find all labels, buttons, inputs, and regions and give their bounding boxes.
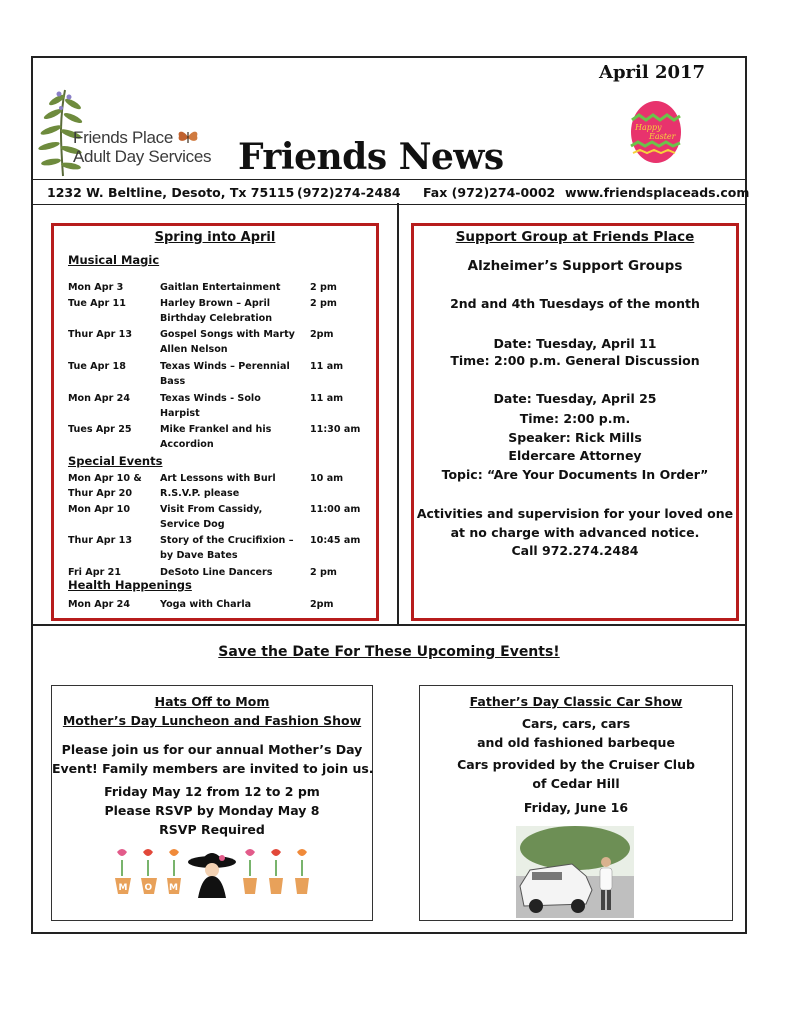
logo-text [73, 128, 211, 166]
event-name [160, 471, 308, 501]
column-divider [397, 203, 399, 625]
date-line: Mon Apr 10 & [68, 473, 142, 484]
event-date: Thur Apr 13 [68, 329, 132, 340]
event-name [160, 422, 308, 452]
event-name [160, 359, 308, 389]
date-line: Thur Apr 20 [68, 488, 132, 499]
event-time: 11 am [310, 393, 344, 404]
flowerpot-icon [295, 849, 309, 894]
flowerpot-icon [269, 849, 283, 894]
contact-bar [33, 179, 750, 205]
event-time: 2 pm [310, 567, 337, 578]
event-line: Story of the Crucifixion – [160, 535, 294, 546]
event-time: 2 pm [310, 298, 337, 309]
mom-when: Friday May 12 from 12 to 2 pm [104, 784, 320, 799]
event-name [160, 502, 308, 532]
pot-letter: M [169, 883, 178, 893]
event-date: Tue Apr 11 [68, 298, 126, 309]
dad-line-4: of Cedar Hill [532, 776, 620, 791]
flowerpot-icon [141, 849, 157, 894]
event-line: by Dave Bates [160, 550, 238, 561]
support-time-1: Time: 2:00 p.m. General Discussion [450, 353, 700, 368]
event-name [160, 327, 308, 357]
mom-body-1: Please join us for our annual Mother’s Day [61, 742, 363, 757]
friends-place-logo [35, 86, 225, 178]
support-date-1: Date: Tuesday, April 11 [493, 336, 657, 351]
event-line: Accordion [160, 439, 214, 450]
support-group-box [411, 223, 739, 621]
dad-when: Friday, June 16 [523, 800, 629, 815]
mom-title: Hats Off to Mom [154, 694, 270, 709]
dad-line-3: Cars provided by the Cruiser Club [457, 757, 695, 772]
pot-letter: O [144, 883, 153, 893]
dad-title: Father’s Day Classic Car Show [469, 694, 683, 709]
mom-flowerpots-illustration [112, 846, 312, 898]
event-line: Bass [160, 376, 186, 387]
flowerpot-icon [243, 849, 257, 894]
section-heading-health: Health Happenings [68, 578, 192, 592]
event-line: R.S.V.P. please [160, 488, 240, 499]
event-line: Harley Brown – April [160, 298, 271, 309]
event-time: 11:00 am [310, 504, 361, 515]
support-topic: Topic: “Are Your Documents In Order” [441, 467, 709, 482]
newsletter-page [31, 56, 750, 934]
event-line: Gospel Songs with Marty [160, 329, 295, 340]
event-line: Harpist [160, 408, 200, 419]
support-call: Call 972.274.2484 [511, 543, 639, 558]
issue-date: April 2017 [599, 62, 706, 83]
newsletter-title: Friends News [238, 136, 504, 178]
event-name [160, 533, 308, 563]
event-date: Mon Apr 24 [68, 599, 131, 610]
event-line: Texas Winds - Solo [160, 393, 261, 404]
support-time-2: Time: 2:00 p.m. [519, 411, 631, 426]
event-time: 11:30 am [310, 424, 361, 435]
event-line: Allen Nelson [160, 344, 228, 355]
support-speaker: Speaker: Rick Mills [508, 430, 642, 445]
egg-text-happy: Happy [635, 123, 662, 132]
event-time: 2pm [310, 599, 334, 610]
event-name: Gaitlan Entertainment [160, 282, 281, 293]
mom-rsvp: Please RSVP by Monday May 8 [104, 803, 320, 818]
logo-line-1 [73, 128, 211, 147]
address: 1232 W. Beltline, Desoto, Tx 75115 [47, 185, 295, 200]
section-divider [33, 624, 745, 626]
logo-name: Friends Place [73, 128, 174, 147]
event-name: DeSoto Line Dancers [160, 567, 273, 578]
event-date [68, 471, 160, 501]
event-date: Mon Apr 24 [68, 393, 131, 404]
support-speaker-title: Eldercare Attorney [508, 448, 642, 463]
event-line: Art Lessons with Burl [160, 473, 276, 484]
support-note-1: Activities and supervision for your loved one [416, 506, 734, 521]
classic-car-photo [516, 826, 634, 918]
event-name [160, 296, 308, 326]
support-note-2: at no charge with advanced notice. [450, 525, 700, 540]
logo-line-2: Adult Day Services [73, 147, 212, 166]
event-line: Birthday Celebration [160, 313, 273, 324]
support-date-2: Date: Tuesday, April 25 [493, 391, 657, 406]
event-name: Yoga with Charla [160, 599, 252, 610]
pot-letter: M [118, 883, 128, 893]
fathers-day-card [419, 685, 733, 921]
support-title: Support Group at Friends Place [455, 229, 695, 245]
event-date: Mon Apr 3 [68, 282, 124, 293]
dad-line-2: and old fashioned barbeque [477, 735, 675, 750]
website-link[interactable]: www.friendsplaceads.com [565, 185, 750, 200]
mom-body-2: Event! Family members are invited to join us. [52, 761, 374, 776]
event-name [160, 391, 308, 421]
easter-egg-icon [629, 98, 683, 164]
support-subtitle: Alzheimer’s Support Groups [467, 258, 683, 274]
event-date: Mon Apr 10 [68, 504, 131, 515]
save-the-date-heading: Save the Date For These Upcoming Events! [218, 644, 560, 660]
spring-title: Spring into April [154, 230, 276, 245]
event-line: Texas Winds – Perennial [160, 361, 290, 372]
section-heading-musical: Musical Magic [68, 253, 160, 267]
event-date: Tues Apr 25 [68, 424, 132, 435]
dad-line-1: Cars, cars, cars [521, 716, 631, 731]
event-time: 10 am [310, 473, 344, 484]
event-date: Tue Apr 18 [68, 361, 126, 372]
fax: Fax (972)274-0002 [423, 185, 556, 200]
event-line: Service Dog [160, 519, 225, 530]
egg-text-easter: Easter [649, 132, 676, 141]
event-date: Thur Apr 13 [68, 535, 132, 546]
phone: (972)274-2484 [297, 185, 401, 200]
support-schedule: 2nd and 4th Tuesdays of the month [450, 296, 700, 311]
event-time: 2 pm [310, 282, 337, 293]
event-time: 10:45 am [310, 535, 361, 546]
event-date: Fri Apr 21 [68, 567, 122, 578]
flowerpot-icon [115, 849, 131, 894]
mom-required: RSVP Required [159, 822, 265, 837]
event-line: Mike Frankel and his [160, 424, 272, 435]
butterfly-icon [177, 129, 199, 145]
flowerpot-icon [167, 849, 181, 894]
event-time: 11 am [310, 361, 344, 372]
event-line: Visit From Cassidy, [160, 504, 263, 515]
mom-subtitle: Mother’s Day Luncheon and Fashion Show [62, 713, 362, 728]
event-time: 2pm [310, 329, 334, 340]
mothers-day-card [51, 685, 373, 921]
lady-with-hat-icon [188, 853, 236, 898]
section-heading-special: Special Events [68, 454, 163, 468]
spring-events-box [51, 223, 379, 621]
